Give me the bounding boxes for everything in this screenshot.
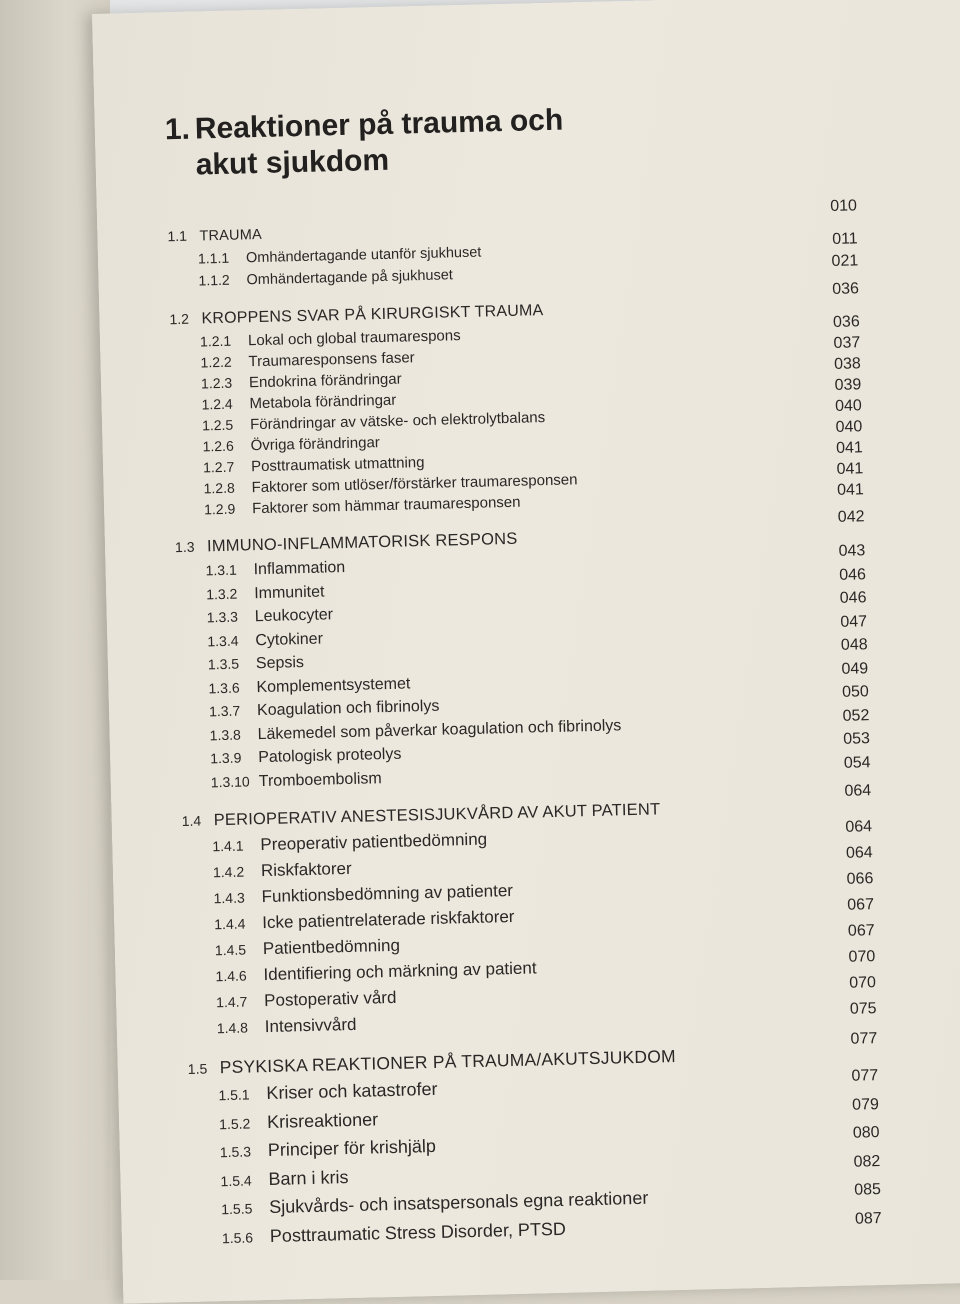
page-number: 038	[833, 355, 861, 373]
page-number: 064	[844, 782, 872, 800]
entry-number: 1.5.5	[221, 1200, 253, 1218]
entry-number: 1.3.3	[206, 608, 239, 626]
page-number: 087	[854, 1209, 882, 1228]
entry-title: Tromboembolism	[258, 769, 382, 790]
toc-section	[181, 782, 877, 1042]
entry-title: Identifiering och märkning av patient	[263, 958, 537, 985]
section-title: IMMUNO-INFLAMMATORISK RESPONS	[206, 529, 518, 556]
page-number: 040	[834, 397, 863, 415]
toc-list	[167, 197, 882, 1253]
entry-number: 1.1.1	[197, 249, 230, 267]
entry-number: 1.4.6	[215, 967, 247, 985]
entry-title: Kriser och katastrofer	[266, 1078, 438, 1104]
page-number: 067	[847, 922, 875, 940]
entry-title: Funktionsbedömning av patienter	[261, 880, 514, 907]
entry-number: 1.3.2	[206, 585, 238, 602]
entry-number: 1.3.5	[207, 655, 240, 673]
page-number: 082	[853, 1152, 881, 1171]
entry-title: Faktorer som utlöser/förstärker traumaresponsen	[251, 471, 578, 497]
entry-number: 1.2.3	[200, 374, 233, 392]
page-number: 075	[849, 1000, 877, 1018]
table-of-contents	[164, 95, 882, 1267]
entry-title: Immunitet	[253, 582, 325, 602]
entry-title: Inflammation	[253, 558, 346, 579]
entry-title: Omhändertagande på sjukhuset	[246, 267, 454, 289]
section-title: TRAUMA	[199, 226, 263, 245]
page-number: 077	[850, 1030, 878, 1048]
entry-title: Cytokiner	[255, 630, 324, 649]
entry-number: 1.5.2	[218, 1114, 251, 1132]
page-number: 054	[843, 753, 871, 772]
entry-number: 1.2.2	[200, 353, 232, 371]
entry-title: Endokrina förändringar	[248, 370, 402, 392]
entry-number: 1.4.7	[215, 993, 248, 1011]
section-title: PSYKISKA REAKTIONER PÅ TRAUMA/AKUTSJUKDOM	[219, 1046, 677, 1078]
page-number: 041	[835, 439, 864, 457]
entry-number: 1.4.5	[214, 941, 247, 959]
section-number: 1.3	[174, 538, 195, 556]
section-number: 1.5	[187, 1060, 208, 1077]
page-number: 049	[841, 659, 869, 678]
entry-number: 1.5.1	[218, 1086, 250, 1104]
page-number: 064	[845, 818, 873, 836]
page-number: 048	[840, 636, 868, 654]
entry-number: 1.4.8	[216, 1019, 249, 1037]
entry-number: 1.3.10	[210, 772, 250, 790]
entry-title: Intensivvård	[264, 1014, 357, 1037]
entry-title: Metabola förändringar	[249, 391, 397, 413]
page-number: 040	[835, 418, 863, 436]
entry-number: 1.2.5	[201, 416, 234, 434]
entry-number: 1.5.3	[219, 1143, 252, 1161]
page-number: 046	[839, 565, 867, 584]
entry-title: Sepsis	[255, 654, 305, 673]
entry-number: 1.2.1	[199, 332, 232, 350]
page-number: 052	[842, 706, 870, 725]
page-number: 079	[851, 1095, 880, 1114]
entry-title: Övriga förändringar	[250, 434, 380, 455]
entry-title: Posttraumatic Stress Disorder, PTSD	[269, 1218, 567, 1246]
page-number: 041	[836, 460, 864, 478]
entry-number: 1.4.1	[212, 837, 244, 855]
entry-number: 1.4.3	[213, 889, 245, 907]
entry-number: 1.1.2	[198, 271, 230, 289]
section-title: KROPPENS SVAR PÅ KIRURGISKT TRAUMA	[201, 302, 544, 328]
entry-number: 1.2.6	[202, 437, 234, 455]
entry-number: 1.5.4	[220, 1171, 252, 1189]
entry-number: 1.3.1	[205, 561, 237, 579]
entry-title: Barn i kris	[268, 1166, 349, 1189]
section-number: 1.2	[169, 310, 190, 328]
entry-title: Läkemedel som påverkar koagulation och fibrinolys	[257, 716, 622, 743]
chapter-title-text: Reaktioner på trauma och akut sjukdom	[194, 103, 564, 182]
page-number: 036	[832, 313, 860, 331]
entry-title: Faktorer som hämmar traumaresponsen	[251, 493, 521, 518]
toc-section	[167, 197, 859, 293]
entry-title: Leukocyter	[254, 606, 334, 626]
entry-title: Traumaresponsens faser	[248, 349, 415, 371]
chapter-number: 1.	[164, 112, 191, 147]
entry-title: Omhändertagande utanför sjukhuset	[245, 244, 482, 267]
page-number: 077	[851, 1067, 879, 1085]
entry-number: 1.5.6	[221, 1228, 254, 1246]
entry-number: 1.3.4	[207, 632, 239, 649]
entry-title: Förändringar av vätske- och elektrolytbalans	[249, 409, 546, 434]
entry-title: Lokal och global traumarespons	[247, 327, 461, 350]
entry-title: Komplementsystemet	[256, 674, 411, 696]
entry-title: Riskfaktorer	[260, 858, 352, 881]
page-number: 021	[831, 252, 859, 271]
book-spine	[0, 0, 110, 1280]
page-number: 070	[848, 948, 876, 966]
entry-number: 1.2.9	[203, 500, 236, 518]
section-number: 1.4	[181, 812, 202, 830]
page-number: 010	[830, 197, 858, 216]
entry-title: Postoperativ vård	[263, 987, 397, 1011]
entry-number: 1.3.8	[209, 726, 241, 743]
page-number: 041	[836, 481, 865, 499]
page-number: 042	[837, 508, 865, 526]
page-number: 037	[833, 334, 861, 352]
page-number: 046	[839, 589, 867, 607]
page-number: 064	[845, 844, 873, 862]
page-number: 050	[841, 683, 869, 701]
page-number: 066	[846, 870, 874, 888]
page-number: 085	[854, 1181, 882, 1199]
entry-number: 1.3.6	[208, 679, 240, 696]
entry-title: Sjukvårds- och insatspersonals egna reaktioner	[268, 1187, 649, 1218]
section-number: 1.1	[167, 227, 188, 245]
entry-number: 1.2.4	[201, 395, 233, 413]
entry-number: 1.2.8	[203, 479, 235, 497]
entry-number: 1.4.4	[214, 915, 246, 933]
entry-number: 1.4.2	[212, 863, 245, 881]
page-number: 011	[832, 230, 858, 248]
entry-number: 1.3.9	[210, 749, 242, 767]
section-title: PERIOPERATIV ANESTESISJUKVÅRD AV AKUT PATIENT	[213, 800, 661, 830]
entry-title: Principer för krishjälp	[267, 1135, 437, 1161]
page-number: 053	[843, 730, 871, 748]
page-number: 080	[852, 1124, 880, 1142]
page-number: 036	[832, 280, 860, 298]
entry-title: Posttraumatisk utmattning	[250, 454, 425, 476]
page-number: 067	[847, 896, 875, 914]
toc-section	[169, 280, 865, 521]
entry-number: 1.2.7	[202, 458, 235, 476]
entry-title: Patologisk proteolys	[258, 745, 402, 767]
book-page	[92, 0, 960, 1304]
chapter-title	[164, 95, 856, 184]
entry-number: 1.3.7	[208, 702, 241, 720]
page-number: 070	[848, 974, 877, 992]
page-number: 047	[840, 612, 868, 631]
entry-title: Krisreaktioner	[266, 1108, 379, 1132]
entry-title: Preoperativ patientbedömning	[260, 829, 488, 855]
toc-section	[187, 1030, 882, 1253]
page-number: 039	[834, 376, 862, 394]
entry-title: Koagulation och fibrinolys	[256, 697, 440, 720]
entry-title: Icke patientrelaterade riskfaktorer	[262, 906, 515, 933]
entry-title: Patientbedömning	[262, 935, 401, 959]
page-number: 043	[838, 542, 866, 560]
